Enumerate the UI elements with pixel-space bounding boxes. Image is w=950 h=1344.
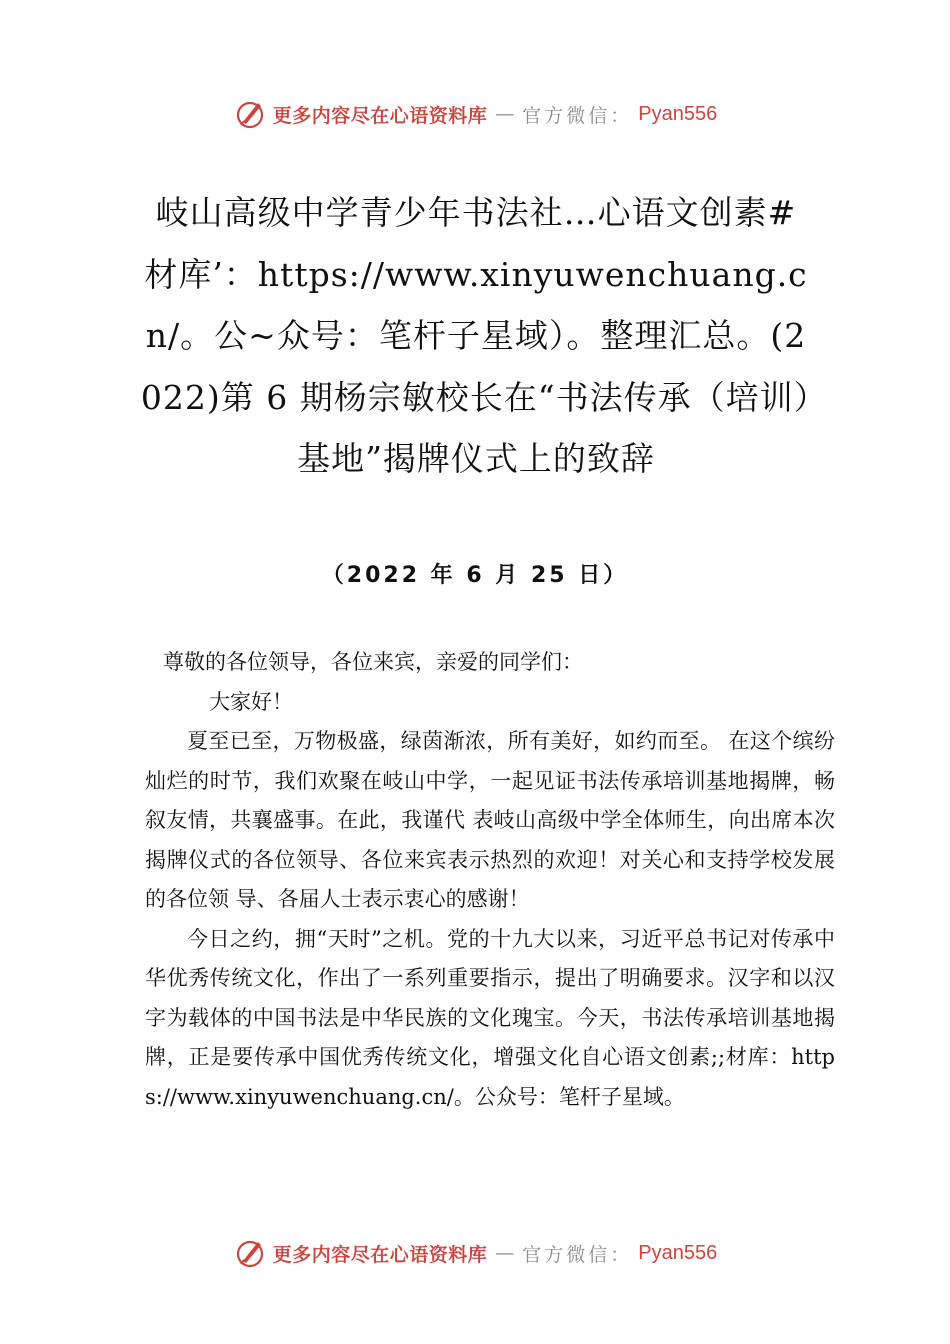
banner-wechat-id: Pyan556 (638, 1241, 718, 1264)
header-banner (0, 94, 950, 134)
banner-wechat-label: 官方微信： (522, 104, 633, 127)
banner-text: 更多内容尽在心语资料库 (272, 1243, 488, 1266)
document-date: （2022 年 6 月 25 日） (321, 563, 629, 588)
banner-wechat-label: 官方微信： (522, 1243, 633, 1266)
banner-separator: — (495, 103, 515, 125)
body-paragraph: 夏至已至，万物极盛，绿茵渐浓，所有美好，如约而至。 在这个缤纷灿烂的时节，我们欢聚在岐山中学，一起见证书法传承培训基地揭牌，畅叙友情，共襄盛事。在此，我谨代 表岐山高级中学全体师生，向出席本次揭牌仪式的各位领导、各位来宾表示热烈的欢迎！对关心和支持学校发展的各位领 导、各届人士表示衷心的感谢！ (145, 729, 835, 911)
banner-text: 更多内容尽在心语资料库 (272, 104, 488, 127)
quill-pen-icon (233, 1236, 267, 1270)
quill-pen-icon (233, 97, 267, 131)
footer-banner (0, 1233, 950, 1273)
document-body (145, 643, 835, 1117)
body-paragraph: 今日之约，拥“天时”之机。党的十九大以来，习近平总书记对传承中华优秀传统文化，作出了一系列重要指示，提出了明确要求。汉字和以汉字为载体的中国书法是中华民族的文化瑰宝。今天，书法传承培训基地揭牌，正是要传承中国优秀传统文化，增强文化自心语文创素;;材库：https://www.xinyuwenchuang.cn/。公众号：笔杆子星域。 (145, 926, 835, 1109)
banner-wechat-id: Pyan556 (638, 102, 718, 125)
banner-separator: — (495, 1242, 515, 1264)
greeting: 大家好！ (209, 689, 293, 714)
salutation: 尊敬的各位领导，各位来宾，亲爱的同学们： (163, 650, 583, 674)
document-title: 岐山高级中学青少年书法社…心语文创素#材库’：https://www.xinyuwenchuang.cn/。公~众号：笔杆子星域）。整理汇总。(2022)第 6 期杨宗敏校长在“书法传承（培训）基地”揭牌仪式上的致辞 (140, 193, 812, 478)
